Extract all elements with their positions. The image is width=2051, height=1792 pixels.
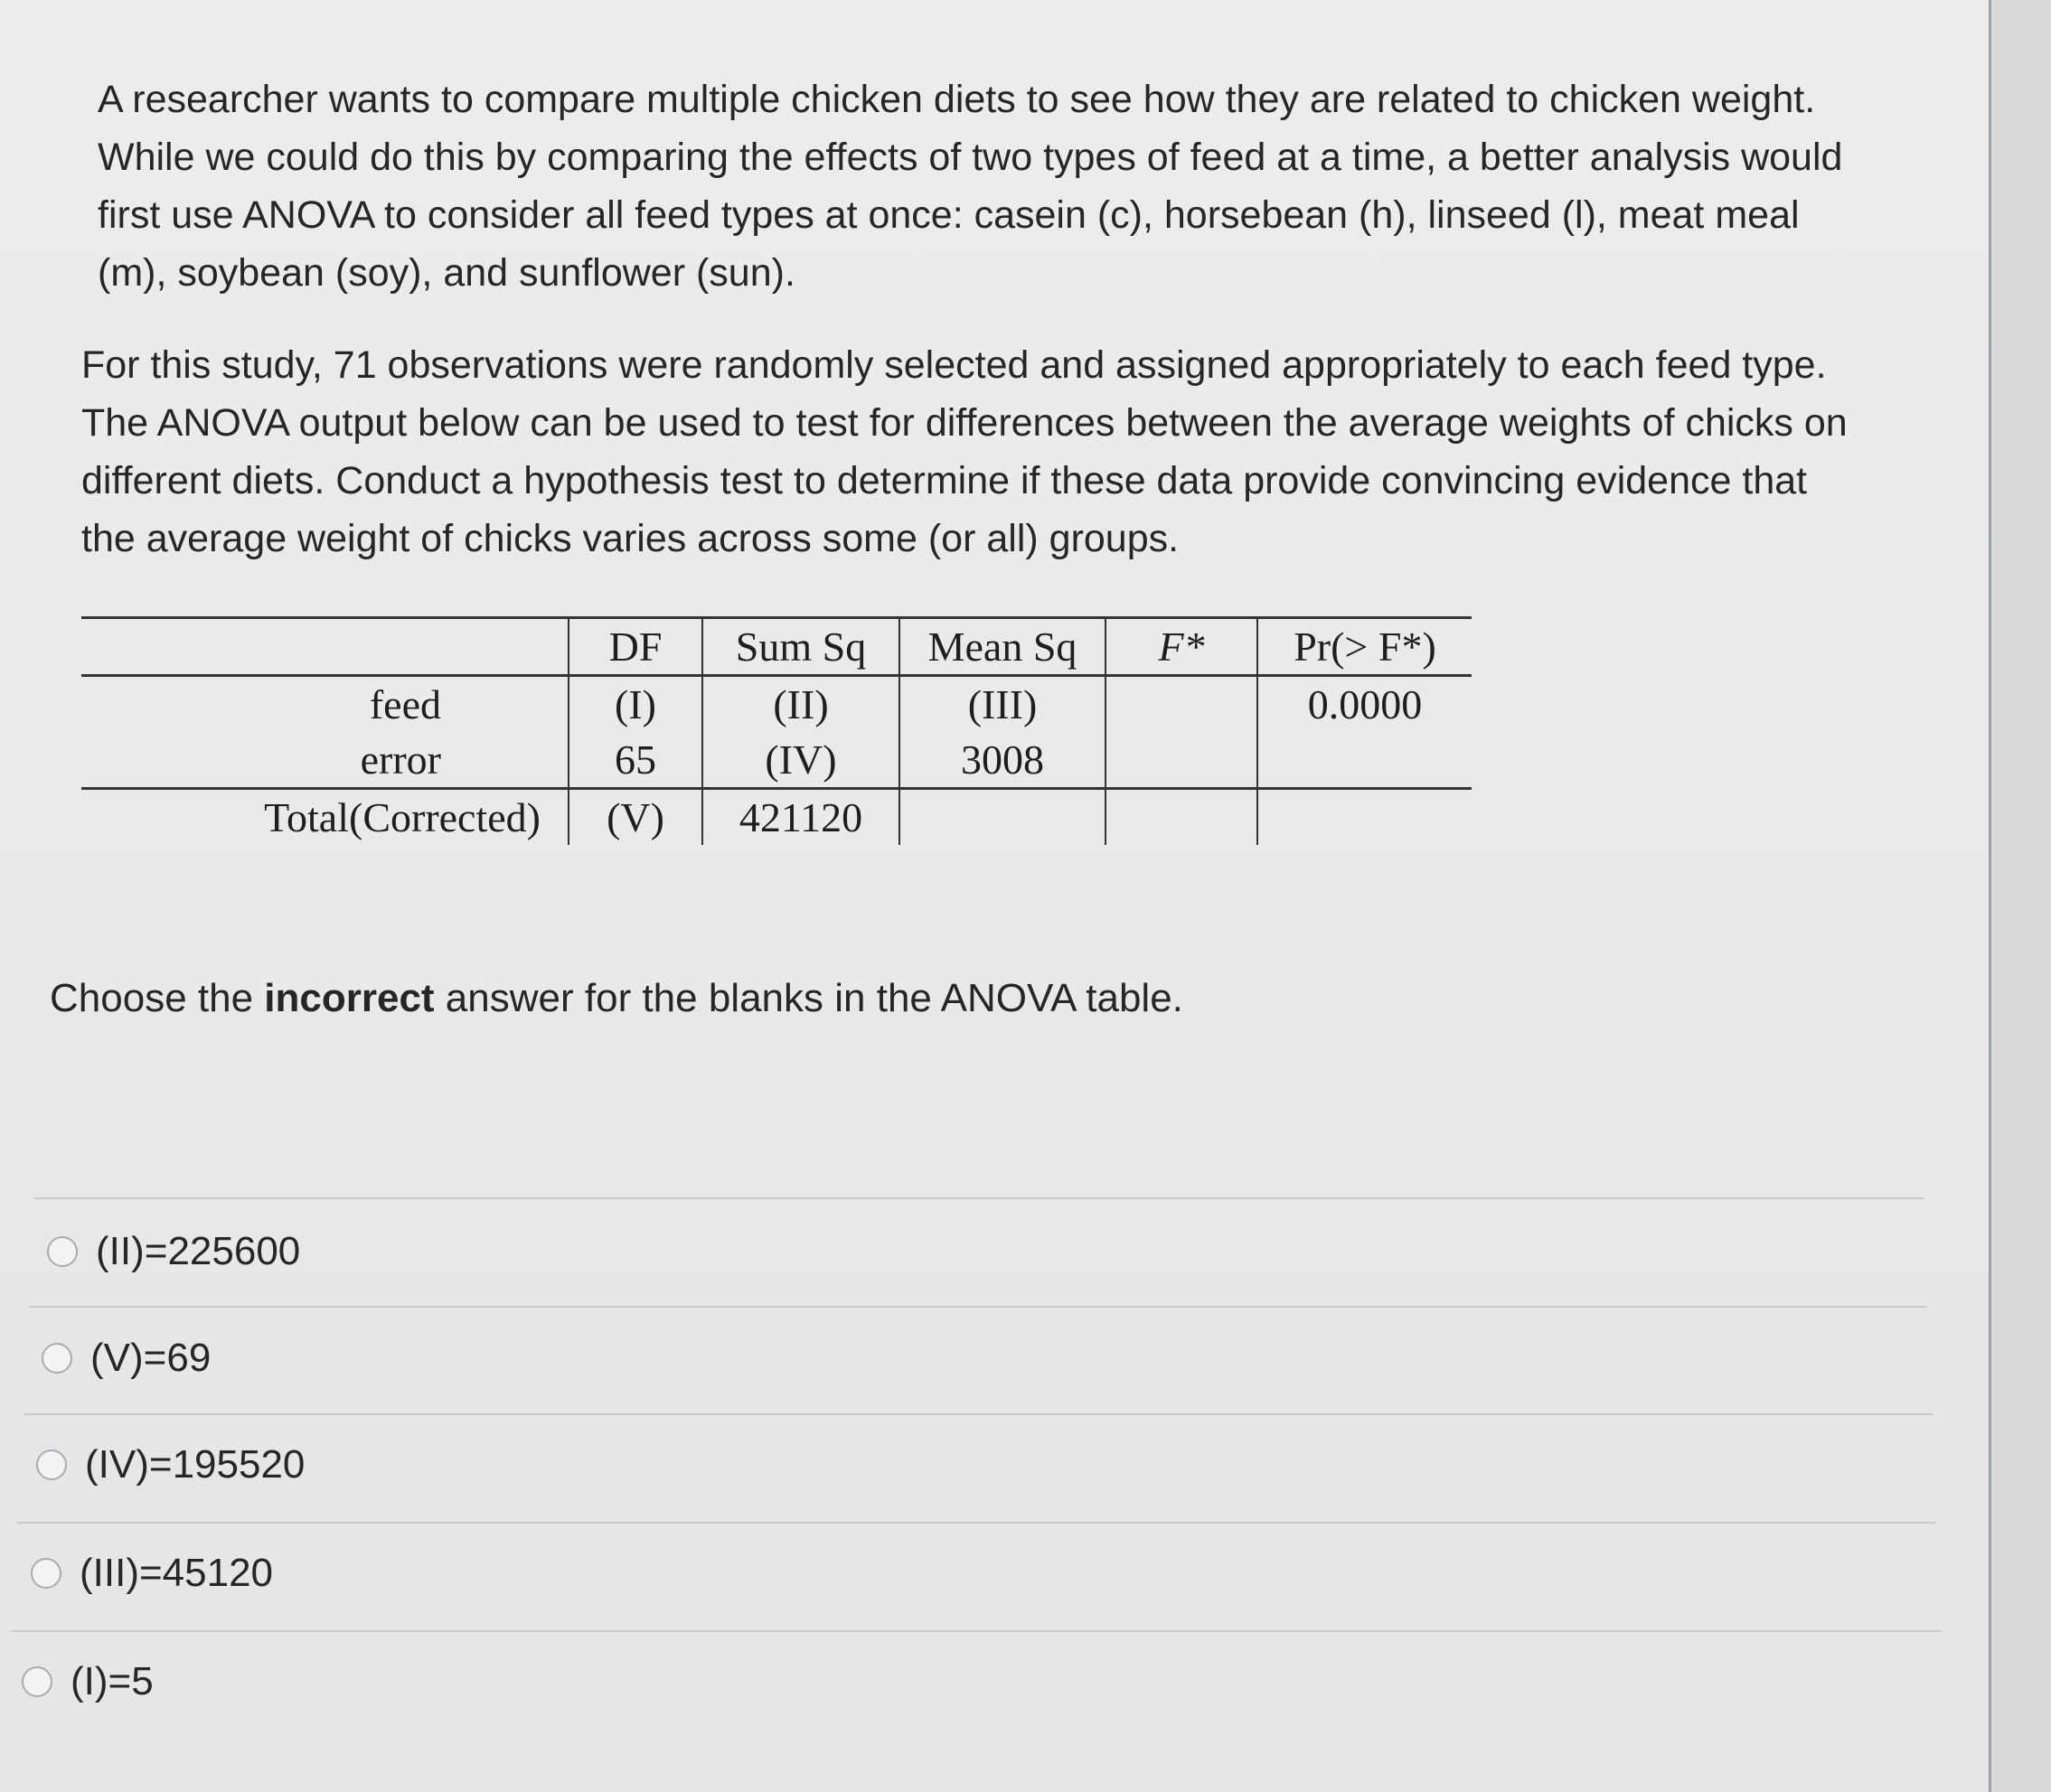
anova-cell-df: 65 — [569, 732, 702, 789]
anova-header-f-stat-text: F* — [1158, 624, 1205, 670]
answer-option-label: (II)=225600 — [96, 1229, 301, 1273]
anova-row-label: error — [360, 737, 441, 783]
question-study-text: For this study, 71 observations were randomly selected and assigned appropriately to each feed type. The ANOVA output below can be used to test for differences between the average weights of chicks on different diets. Conduct a hypothesis test to determine if these data provide convincing evidence that the average weight of chicks varies across some (or all) groups. — [81, 343, 1848, 560]
answer-option-label: (IV)=195520 — [85, 1442, 306, 1487]
anova-row-label: Total(Corrected) — [264, 794, 541, 840]
anova-cell-mean-sq — [899, 789, 1105, 846]
radio-button-icon[interactable] — [47, 1236, 78, 1267]
answer-option-label: (V)=69 — [90, 1336, 212, 1380]
anova-cell-p-value — [1257, 789, 1472, 846]
anova-header-p-value: Pr(> F*) — [1294, 624, 1436, 670]
anova-cell-sum-sq: 421120 — [702, 789, 899, 846]
anova-cell-sum-sq: (II) — [702, 676, 899, 733]
radio-button-icon[interactable] — [42, 1343, 72, 1374]
answer-option[interactable] — [22, 1659, 154, 1704]
answer-option[interactable] — [47, 1229, 300, 1274]
anova-cell-mean-sq: (III) — [899, 676, 1105, 733]
answer-option[interactable] — [31, 1551, 273, 1596]
prompt-text-start: Choose the — [50, 976, 265, 1020]
anova-row-error — [81, 732, 1472, 789]
radio-button-icon[interactable] — [31, 1558, 61, 1589]
anova-cell-p-value: 0.0000 — [1307, 681, 1423, 727]
anova-row-label: feed — [369, 681, 441, 727]
anova-cell-f-stat — [1105, 732, 1257, 789]
anova-cell-df: (I) — [569, 676, 702, 733]
option-divider — [29, 1306, 1927, 1308]
anova-header-row — [81, 618, 1472, 676]
anova-header-f-stat — [1105, 618, 1257, 676]
prompt-text-emphasis: incorrect — [264, 976, 435, 1020]
anova-cell-f-stat — [1105, 676, 1257, 733]
anova-cell-df: (V) — [569, 789, 702, 846]
answer-option-label: (III)=45120 — [80, 1551, 274, 1595]
option-divider — [24, 1413, 1933, 1415]
anova-row-feed — [81, 676, 1472, 733]
prompt-text-end: answer for the blanks in the ANOVA table. — [434, 976, 1183, 1020]
anova-header-sum-sq: Sum Sq — [702, 618, 899, 676]
anova-header-df: DF — [569, 618, 702, 676]
anova-cell-mean-sq: 3008 — [899, 732, 1105, 789]
anova-header-blank — [81, 618, 569, 676]
option-divider — [11, 1630, 1942, 1632]
radio-button-icon[interactable] — [36, 1450, 67, 1480]
anova-cell-p-value — [1257, 732, 1472, 789]
radio-button-icon[interactable] — [22, 1666, 52, 1697]
answer-option-label: (I)=5 — [71, 1659, 154, 1703]
anova-cell-f-stat — [1105, 789, 1257, 846]
anova-cell-sum-sq: (IV) — [702, 732, 899, 789]
anova-table — [81, 616, 1472, 845]
question-intro-text: A researcher wants to compare multiple chicken diets to see how they are related to chicken weight. While we could do this by comparing the effects of two types of feed at a time, a better analysis would first use ANOVA to consider all feed types at once: casein (c), horsebean (h), linseed (l), meat meal (m), soybean (soy), and sunflower (sun). — [98, 78, 1843, 295]
option-divider — [16, 1522, 1936, 1524]
question-prompt — [50, 976, 1183, 1021]
anova-header-mean-sq: Mean Sq — [899, 618, 1105, 676]
anova-row-total — [81, 789, 1472, 846]
option-divider — [34, 1197, 1924, 1199]
answer-option[interactable] — [42, 1336, 211, 1381]
answer-option[interactable] — [36, 1442, 305, 1487]
